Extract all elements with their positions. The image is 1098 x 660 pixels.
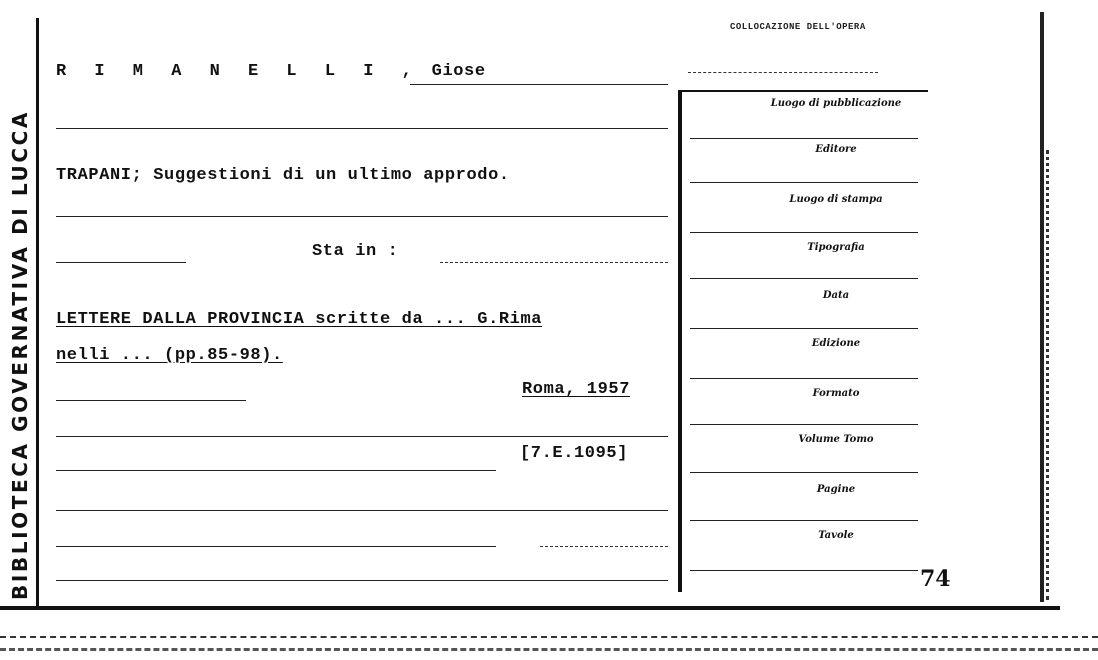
place-year: Roma, 1957 [522,380,631,399]
field-pagine: Pagine [816,484,856,495]
field-rule-4 [690,278,918,279]
rule-11b [540,546,668,547]
field-edizione: Edizione [811,338,861,349]
field-rule-9 [690,520,918,521]
field-tipografia: Tipografia [807,242,865,253]
bottom-card-edge [0,606,1060,610]
author-block [56,62,486,81]
shelfmark: [7.E.1095] [520,444,629,463]
rule-2 [56,128,668,129]
rule-7a [56,400,246,401]
rule-9 [56,470,496,471]
field-volume-tomo: Volume Tomo [798,434,874,445]
title-line: TRAPANI; Suggestioni di un ultimo approdo. [56,166,510,185]
rule-3 [56,216,668,217]
field-rule-1 [690,138,918,139]
sta-in-label: Sta in : [312,242,399,261]
field-formato: Formato [812,388,860,399]
field-rule-3 [690,232,918,233]
field-rule-10 [690,570,918,571]
scan-artifact-line-2 [0,648,1098,651]
rule-11a [56,546,496,547]
right-panel-rule [678,90,682,592]
field-rule-7 [690,424,918,425]
rule-collocation [688,72,878,73]
collocation-header: COLLOCAZIONE DELL'OPERA [730,22,866,32]
author-surname: R I M A N E L L I , [56,62,421,81]
source-line-2: nelli ... (pp.85-98). [56,346,283,365]
left-margin-rule [36,18,39,608]
field-rule-5 [690,328,918,329]
rule-10 [56,510,668,511]
field-editore: Editore [815,144,857,155]
field-tavole: Tavole [818,530,854,541]
rule-12 [56,580,668,581]
right-card-edge [1040,12,1044,602]
field-rule-8 [690,472,918,473]
rule-4a [56,262,186,263]
right-edge-specks [1046,150,1052,600]
library-name-vertical: BIBLIOTECA GOVERNATIVA DI LUCCA [8,110,32,600]
source-line-1: LETTERE DALLA PROVINCIA scritte da ... G.Rima [56,310,543,329]
field-luogo-pubblicazione: Luogo di pubblicazione [770,98,902,109]
scan-artifact-line [0,636,1098,638]
author-first-name: Giose [431,62,486,81]
rule-8 [56,436,668,437]
rule-4b [440,262,668,263]
right-panel-top [678,90,928,92]
rule-author [410,84,668,85]
field-luogo-stampa: Luogo di stampa [789,194,883,205]
page-number: 74 [920,566,951,592]
field-rule-6 [690,378,918,379]
field-data: Data [822,290,850,301]
field-rule-2 [690,182,918,183]
